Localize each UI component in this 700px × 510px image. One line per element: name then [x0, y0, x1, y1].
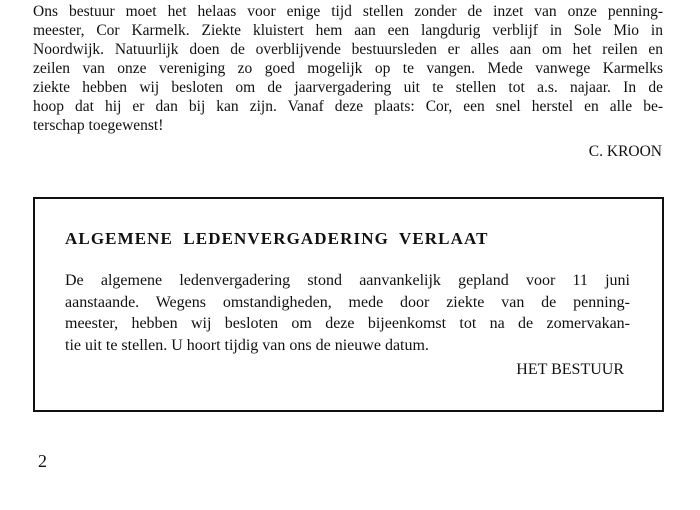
article-line: Ons bestuur moet het helaas voor enige tijd stellen zonder de inzet van onze penning- — [33, 3, 663, 20]
notice-body — [65, 270, 630, 356]
article-line: hoop dat hij er dan bij kan zijn. Vanaf deze plaats: Cor, een snel herstel en alle be- — [33, 98, 663, 115]
article-line: zeilen van onze vereniging zo goed mogelijk op te vangen. Mede vanwege Karmelks — [33, 60, 663, 77]
article-line: ziekte hebben wij besloten om de jaarvergadering uit te stellen tot a.s. najaar. In de — [33, 79, 663, 96]
article-line: Noordwijk. Natuurlijk doen de overblijvende bestuursleden er alles aan om het reilen en — [33, 41, 663, 58]
notice-line: aanstaande. Wegens omstandigheden, mede door ziekte van de penning- — [65, 293, 630, 311]
notice-line: De algemene ledenvergadering stond aanvankelijk gepland voor 11 juni — [65, 272, 630, 289]
article-line: terschap toegewenst! — [33, 117, 164, 134]
notice-box — [33, 197, 664, 412]
notice-line: tie uit te stellen. U hoort tijdig van ons de nieuwe datum. — [65, 336, 429, 354]
article-signature: C. KROON — [588, 143, 662, 160]
page-number: 2 — [38, 451, 47, 471]
notice-signature: HET BESTUUR — [516, 361, 624, 378]
notice-title: ALGEMENE LEDENVERGADERING VERLAAT — [65, 229, 489, 248]
notice-line: meester, hebben wij besloten om deze bijeenkomst tot na de zomervakan- — [65, 315, 630, 332]
article-paragraph — [33, 2, 663, 135]
article-line: meester, Cor Karmelk. Ziekte kluistert hem aan een langdurig verblijf in Sole Mio in — [33, 22, 663, 39]
